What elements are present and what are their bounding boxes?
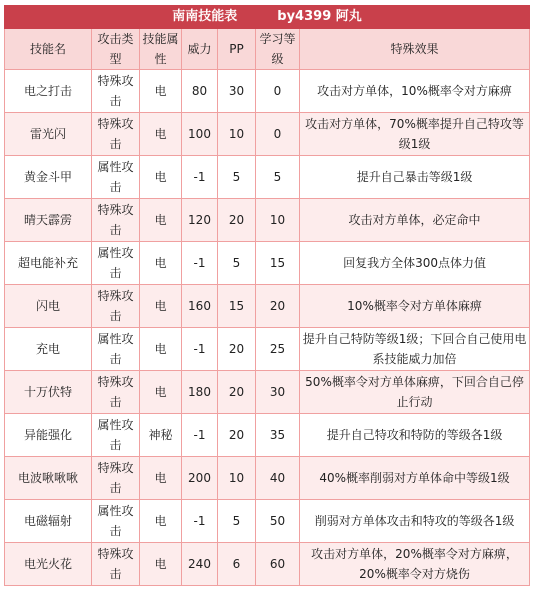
skill-attribute: 电 xyxy=(140,371,182,414)
skill-level: 50 xyxy=(256,500,300,543)
header-power: 威力 xyxy=(182,29,218,70)
skill-attack-type: 特殊攻击 xyxy=(92,113,140,156)
skill-name: 闪电 xyxy=(5,285,92,328)
skill-power: -1 xyxy=(182,500,218,543)
skill-attack-type: 特殊攻击 xyxy=(92,371,140,414)
skill-pp: 20 xyxy=(218,328,256,371)
skill-pp: 15 xyxy=(218,285,256,328)
skill-level: 30 xyxy=(256,371,300,414)
skill-attack-type: 特殊攻击 xyxy=(92,285,140,328)
skill-effect: 40%概率削弱对方单体命中等级1级 xyxy=(300,457,530,500)
skill-name: 十万伏特 xyxy=(5,371,92,414)
skill-power: -1 xyxy=(182,328,218,371)
table-title: 南南技能表 xyxy=(172,9,238,24)
skill-level: 0 xyxy=(256,70,300,113)
skill-level: 10 xyxy=(256,199,300,242)
skill-attribute: 电 xyxy=(140,328,182,371)
table-row xyxy=(5,414,530,457)
skill-power: 100 xyxy=(182,113,218,156)
skill-power: -1 xyxy=(182,156,218,199)
skill-attack-type: 特殊攻击 xyxy=(92,70,140,113)
skill-effect: 10%概率令对方单体麻痹 xyxy=(300,285,530,328)
skill-attack-type: 属性攻击 xyxy=(92,414,140,457)
skill-level: 20 xyxy=(256,285,300,328)
skill-effect: 削弱对方单体攻击和特攻的等级各1级 xyxy=(300,500,530,543)
skill-effect: 回复我方全体300点体力值 xyxy=(300,242,530,285)
skill-name: 电波啾啾啾 xyxy=(5,457,92,500)
header-name: 技能名 xyxy=(5,29,92,70)
header-level: 学习等级 xyxy=(256,29,300,70)
header-row xyxy=(5,29,530,70)
skill-name: 电磁辐射 xyxy=(5,500,92,543)
skill-attribute: 神秘 xyxy=(140,414,182,457)
header-attribute: 技能属性 xyxy=(140,29,182,70)
header-attack-type: 攻击类型 xyxy=(92,29,140,70)
skill-attribute: 电 xyxy=(140,285,182,328)
skill-power: 160 xyxy=(182,285,218,328)
skill-name: 雷光闪 xyxy=(5,113,92,156)
skill-attribute: 电 xyxy=(140,500,182,543)
skill-pp: 5 xyxy=(218,156,256,199)
skill-power: -1 xyxy=(182,242,218,285)
skill-table xyxy=(4,5,530,586)
skill-power: 120 xyxy=(182,199,218,242)
skill-pp: 20 xyxy=(218,199,256,242)
skill-level: 5 xyxy=(256,156,300,199)
table-row xyxy=(5,371,530,414)
table-row xyxy=(5,328,530,371)
skill-power: -1 xyxy=(182,414,218,457)
table-row xyxy=(5,457,530,500)
skill-effect: 攻击对方单体，20%概率令对方麻痹，20%概率令对方烧伤 xyxy=(300,543,530,586)
skill-attack-type: 属性攻击 xyxy=(92,500,140,543)
skill-pp: 10 xyxy=(218,113,256,156)
skill-effect: 提升自己特攻和特防的等级各1级 xyxy=(300,414,530,457)
header-pp: PP xyxy=(218,29,256,70)
table-row xyxy=(5,543,530,586)
skill-attribute: 电 xyxy=(140,70,182,113)
skill-name: 充电 xyxy=(5,328,92,371)
skill-level: 35 xyxy=(256,414,300,457)
table-author: by4399 阿丸 xyxy=(277,9,362,24)
table-row xyxy=(5,242,530,285)
skill-pp: 5 xyxy=(218,500,256,543)
skill-effect: 攻击对方单体，必定命中 xyxy=(300,199,530,242)
skill-attack-type: 特殊攻击 xyxy=(92,543,140,586)
table-row xyxy=(5,113,530,156)
skill-level: 25 xyxy=(256,328,300,371)
skill-name: 电之打击 xyxy=(5,70,92,113)
skill-attribute: 电 xyxy=(140,199,182,242)
skill-attribute: 电 xyxy=(140,156,182,199)
skill-effect: 提升自己特防等级1级；下回合自己使用电系技能威力加倍 xyxy=(300,328,530,371)
skill-effect: 攻击对方单体，10%概率令对方麻痹 xyxy=(300,70,530,113)
table-row xyxy=(5,156,530,199)
header-effect: 特殊效果 xyxy=(300,29,530,70)
skill-level: 15 xyxy=(256,242,300,285)
skill-name: 超电能补充 xyxy=(5,242,92,285)
skill-effect: 攻击对方单体，70%概率提升自己特攻等级1级 xyxy=(300,113,530,156)
skill-name: 晴天霹雳 xyxy=(5,199,92,242)
skill-name: 异能强化 xyxy=(5,414,92,457)
skill-attribute: 电 xyxy=(140,457,182,500)
skill-effect: 50%概率令对方单体麻痹，下回合自己停止行动 xyxy=(300,371,530,414)
skill-power: 240 xyxy=(182,543,218,586)
skill-attribute: 电 xyxy=(140,113,182,156)
skill-attack-type: 属性攻击 xyxy=(92,156,140,199)
skill-pp: 5 xyxy=(218,242,256,285)
skill-level: 40 xyxy=(256,457,300,500)
skill-attribute: 电 xyxy=(140,543,182,586)
skill-level: 0 xyxy=(256,113,300,156)
table-row xyxy=(5,500,530,543)
skill-name: 黄金斗甲 xyxy=(5,156,92,199)
skill-table-container xyxy=(4,5,529,586)
skill-power: 180 xyxy=(182,371,218,414)
skill-attack-type: 属性攻击 xyxy=(92,242,140,285)
table-row xyxy=(5,199,530,242)
skill-power: 80 xyxy=(182,70,218,113)
skill-attack-type: 特殊攻击 xyxy=(92,457,140,500)
skill-pp: 6 xyxy=(218,543,256,586)
table-row xyxy=(5,285,530,328)
title-row xyxy=(5,6,530,29)
skill-name: 电光火花 xyxy=(5,543,92,586)
skill-pp: 20 xyxy=(218,414,256,457)
skill-attribute: 电 xyxy=(140,242,182,285)
skill-power: 200 xyxy=(182,457,218,500)
table-row xyxy=(5,70,530,113)
skill-level: 60 xyxy=(256,543,300,586)
table-title-cell xyxy=(5,6,530,29)
skill-pp: 20 xyxy=(218,371,256,414)
skill-pp: 30 xyxy=(218,70,256,113)
skill-attack-type: 属性攻击 xyxy=(92,328,140,371)
skill-pp: 10 xyxy=(218,457,256,500)
skill-effect: 提升自己暴击等级1级 xyxy=(300,156,530,199)
skill-attack-type: 特殊攻击 xyxy=(92,199,140,242)
